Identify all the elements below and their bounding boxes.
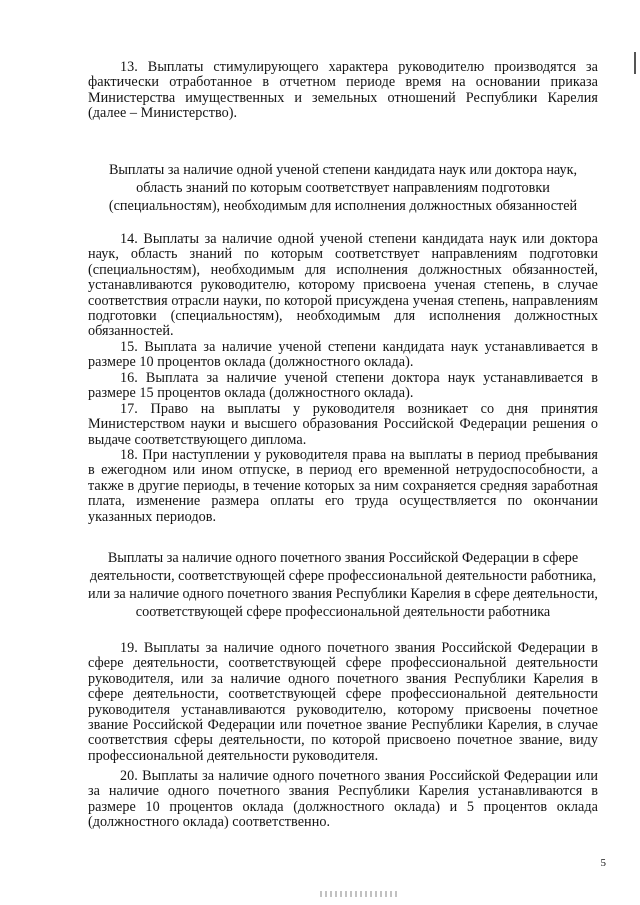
page-number: 5 (600, 857, 606, 869)
paragraph-15: 15. Выплата за наличие ученой степени кандидата наук устанавливается в размере 10 процентов оклада (должностного оклада). (88, 339, 598, 371)
scan-smudge (320, 891, 400, 897)
scan-edge-mark (634, 52, 636, 74)
paragraph-13: 13. Выплаты стимулирующего характера руководителю производятся за фактически отработанное в отчетном периоде время на основании приказа Министерства имущественных и земельных отношений Республики Карелия (далее – Министерство). (88, 59, 598, 122)
paragraph-17: 17. Право на выплаты у руководителя возникает со дня принятия Министерством науки и высшего образования Российской Федерации решения о выдаче соответствующего диплома. (88, 401, 598, 448)
section-heading-academic-degree: Выплаты за наличие одной ученой степени кандидата наук или доктора наук, область знаний по которым соответствует направлениям подготовки (специальностям), необходимым для исполнения должностных обязанностей (108, 162, 578, 214)
paragraph-16: 16. Выплата за наличие ученой степени доктора наук устанавливается в размере 15 процентов оклада (должностного оклада). (88, 370, 598, 402)
paragraph-19: 19. Выплаты за наличие одного почетного звания Российской Федерации в сфере деятельности, соответствующей сфере профессиональной деятельности руководителя, или за наличие одного почетного звания Республики Карелия в сфере деятельности, соответствующей сфере профессиональной деятельности руководителя устанавливаются руководителю, которому присвоены почетное звание Российской Федерации или почетное звание Республики Карелия, в случае соответствия сферы деятельности, по которой присвоено почетное звание, виду профессиональной деятельности руководителя. (88, 640, 598, 764)
paragraph-18: 18. При наступлении у руководителя права на выплаты в период пребывания в ежегодном или ином отпуске, в период его временной нетрудоспособности, а также в другие периоды, в течение которых за ним сохраняется средняя заработная плата, изменение размера оплаты его труда осуществляется по окончании указанных периодов. (88, 447, 598, 525)
paragraph-20: 20. Выплаты за наличие одного почетного звания Российской Федерации или за наличие одного почетного звания Республики Карелия устанавливаются в размере 10 процентов оклада (должностного оклада) и 5 процентов оклада (должностного оклада) соответственно. (88, 768, 598, 831)
paragraph-14: 14. Выплаты за наличие одной ученой степени кандидата наук или доктора наук, область знаний по которым соответствует направлениям подготовки (специальностям), необходимым для исполнения должностных обязанностей, устанавливаются руководителю, которому присвоена ученая степень, в случае соответствия отрасли науки, по которой присуждена ученая степень, направлениям подготовки (специальностям), необходимым для исполнения должностных обязанностей. (88, 231, 598, 340)
section-heading-honorary-title: Выплаты за наличие одного почетного звания Российской Федерации в сфере деятельности, соответствующей сфере профессиональной деятельности работника, или за наличие одного почетного звания Республики Карелия в сфере деятельности, соответствующей сфере профессиональной деятельности работника (88, 550, 598, 620)
